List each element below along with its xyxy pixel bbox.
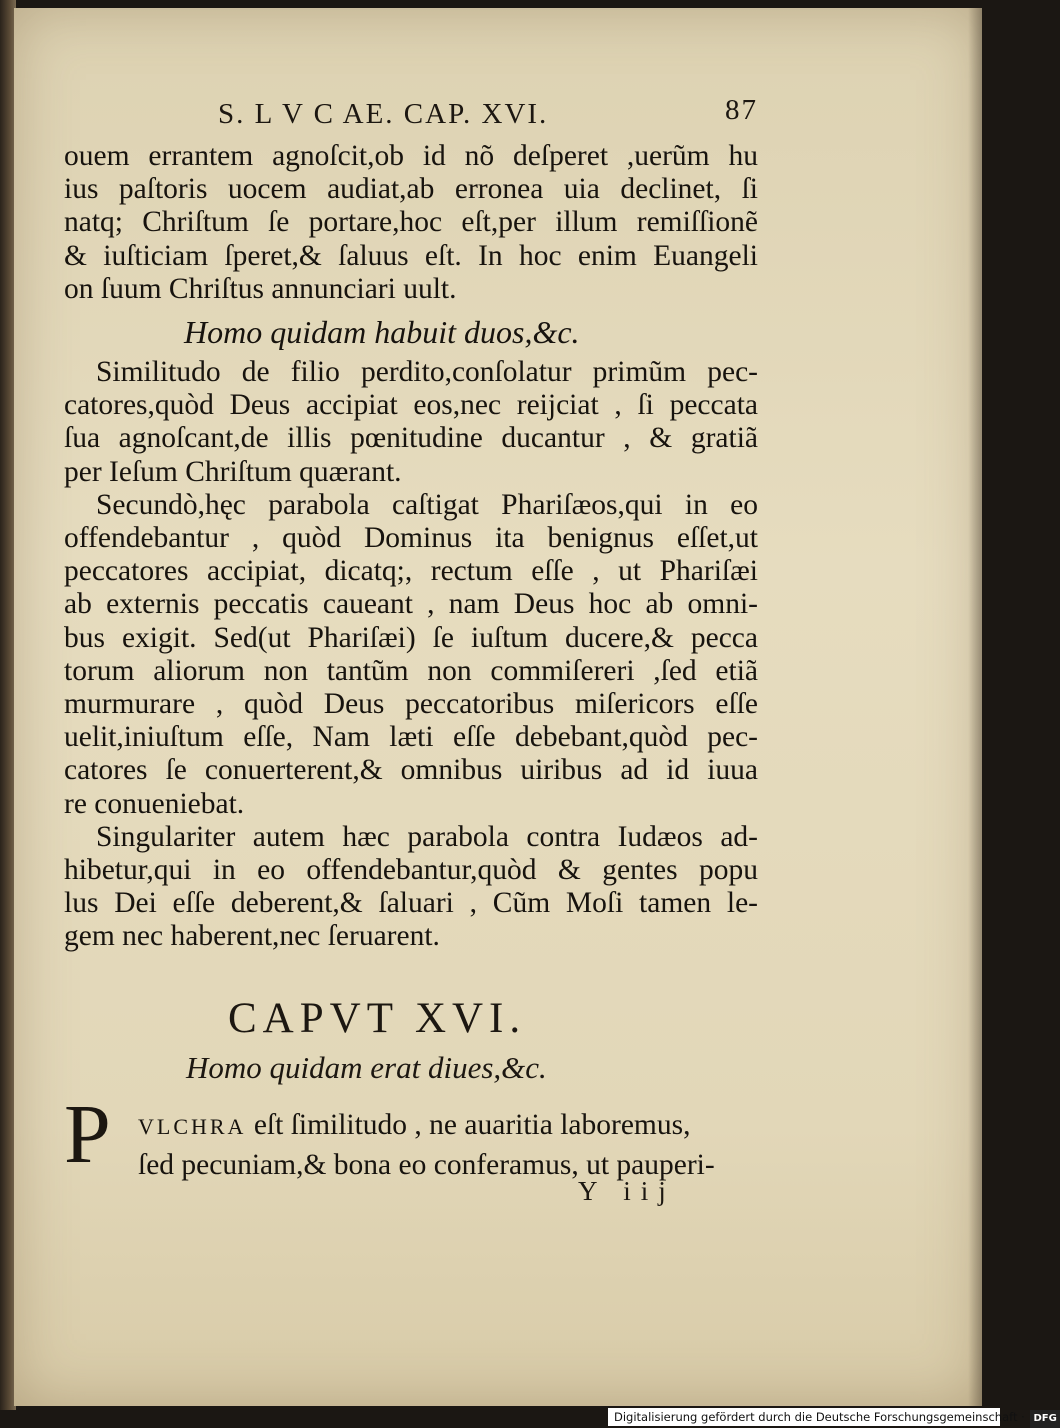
italic-heading-1: Homo quidam habuit duos,&c.	[184, 314, 580, 351]
text-line: ouem errantem agnoſcit,ob id nõ deſperet ,uerũm hu	[64, 140, 758, 172]
text-line: catores,quòd Deus accipiat eos,nec reijciat , ſi peccata	[64, 389, 758, 422]
text-line: lus Dei eſſe deberent,& ſaluari , Cũm Moſi tamen le-	[64, 887, 758, 920]
footer-text: Digitalisierung gefördert durch die Deutsche Forschungsgemeinschaft ·	[614, 1410, 1025, 1424]
text-line: peccatores accipiat, dicatq;, rectum eſſe , ut Phariſæi	[64, 555, 758, 588]
paragraph-4	[64, 821, 758, 954]
text-line: offendebantur , quòd Dominus ita benignus eſſet,ut	[64, 522, 758, 555]
text-line: ius paſtoris uocem audiat,ab erronea uia declinet, ſi	[64, 173, 758, 206]
paragraph-3	[64, 489, 758, 821]
text-line: Similitudo de filio perdito,conſolatur primũm pec-	[96, 356, 758, 389]
running-head	[218, 94, 758, 138]
dfg-logo: DFG	[1030, 1410, 1059, 1428]
text-line: ſua agnoſcant,de illis pœnitudine ducantur , & gratiã	[64, 422, 758, 455]
text-line: uelit,iniuſtum eſſe, Nam læti eſſe debebant,quòd pec-	[64, 721, 758, 754]
final-line-1-text: eſt ſimilitudo , ne auaritia laboremus,	[246, 1109, 691, 1141]
chapter-heading: CAPVT XVI.	[228, 995, 527, 1042]
page-shadow-edge	[968, 8, 982, 1406]
small-caps-word: VLCHRA	[138, 1114, 247, 1139]
text-line: catores ſe conuerterent,& omnibus uiribus ad id iuua	[64, 754, 758, 787]
drop-cap: P	[64, 1088, 111, 1181]
page-number: 87	[725, 94, 758, 126]
text-line: re conueniebat.	[64, 787, 245, 820]
italic-heading-2: Homo quidam erat diues,&c.	[186, 1050, 547, 1085]
text-line: natq; Chriſtum ſe portare,hoc eſt,per illum remiſſionẽ	[64, 206, 758, 239]
text-line: Secundò,hęc parabola caſtigat Phariſæos,qui in eo	[96, 488, 758, 521]
text-line: murmurare , quòd Deus peccatoribus miſericors eſſe	[64, 688, 758, 721]
text-line: ab externis peccatis caueant , nam Deus hoc ab omni-	[64, 588, 758, 621]
final-paragraph-lines	[138, 1106, 758, 1184]
text-line: per Ieſum Chriſtum quærant.	[64, 455, 402, 488]
text-line: bus exigit. Sed(ut Phariſæi) ſe iuſtum ducere,& pecca	[64, 621, 758, 654]
main-text-block	[64, 140, 758, 954]
final-line-1	[138, 1106, 758, 1146]
paragraph-2	[64, 356, 758, 489]
text-line: on ſuum Chriſtus annunciari uult.	[64, 272, 457, 305]
final-line-2: ſed pecuniam,& bona eo conferamus, ut pauperi-	[138, 1149, 715, 1181]
signature-mark: Y iij	[578, 1176, 676, 1206]
text-line: torum aliorum non tantũm non commiſereri ,ſed etiã	[64, 654, 758, 687]
footer-credit	[608, 1408, 1057, 1426]
paragraph-1	[64, 140, 758, 306]
text-line: Singulariter autem hæc parabola contra Iudæos ad-	[96, 820, 758, 853]
running-head-title: S. L V C AE. CAP. XVI.	[218, 98, 549, 130]
text-line: gem nec haberent,nec ſeruarent.	[64, 920, 440, 953]
text-line: hibetur,qui in eo offendebantur,quòd & gentes popu	[64, 854, 758, 887]
text-line: & iuſticiam ſperet,& ſaluus eſt. In hoc enim Euangeli	[64, 239, 758, 272]
